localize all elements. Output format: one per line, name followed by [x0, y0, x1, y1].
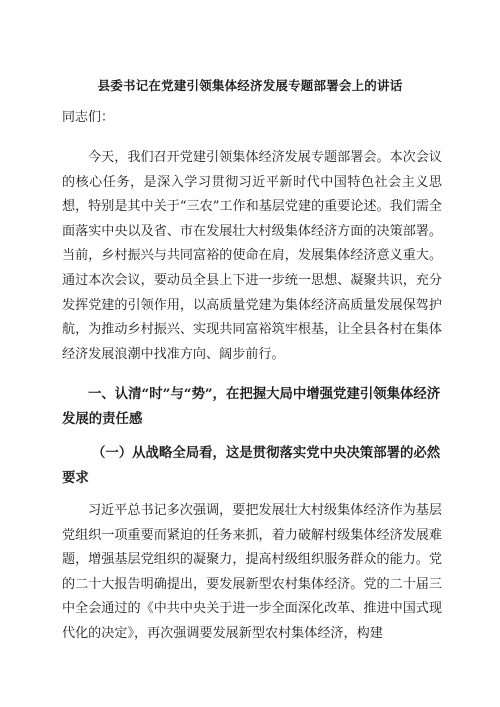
intro-paragraph: 今天，我们召开党建引领集体经济发展专题部署会。本次会议的核心任务，是深入学习贯彻习近平新时代中国特色社会主义思想，特别是其中关于“三农”工作和基层党建的重要论述。我们需全面落实中央以及省、市在发展壮大村级集体经济方面的决策部署。当前，乡村振兴与共同富裕的使命在肩，发展集体经济意义重大。通过本次会议，要动员全县上下进一步统一思想、凝聚共识，充分发挥党建的引领作用，以高质量党建为集体经济高质量发展保驾护航，为推动乡村振兴、实现共同富裕筑牢根基，让全县各村在集体经济发展浪潮中找准方向、阔步前行。 [62, 150, 443, 362]
subsection-heading: （一）从战略全局看，这是贯彻落实党中央决策部署的必然要求 [62, 445, 441, 486]
document-title: 县委书记在党建引领集体经济发展专题部署会上的讲话 [97, 78, 403, 93]
body-paragraph: 习近平总书记多次强调，要把发展壮大村级集体经济作为基层党组织一项重要而紧迫的任务来抓，着力破解村级集体经济发展难题，增强基层党组织的凝聚力，提高村级组织服务群众的能力。党的二十大报告明确提出，要发展新型农村集体经济。党的二十届三中全会通过的《中共中央关于进一步全面深化改革、推进中国式现代化的决定》，再次强调要发展新型农村集体经济，构建 [62, 503, 442, 641]
salutation: 同志们： [62, 110, 115, 125]
section-heading: 一、认清“时”与“势”，在把握大局中增强党建引领集体经济发展的责任感 [62, 386, 441, 427]
